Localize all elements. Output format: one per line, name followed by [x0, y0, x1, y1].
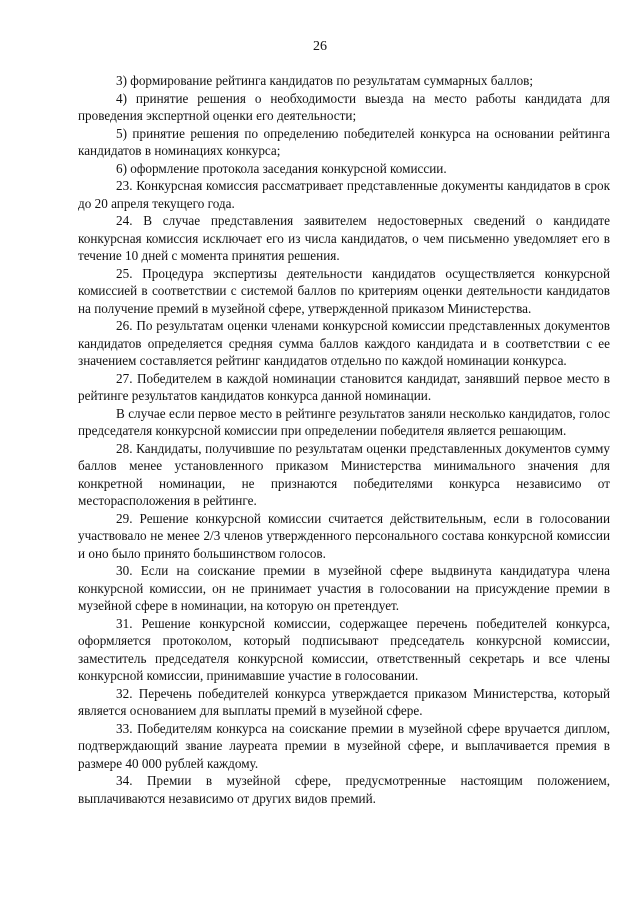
- paragraph-item-6: 6) оформление протокола заседания конкурсной комиссии.: [116, 160, 447, 176]
- paragraph-30: 30. Если на соискание премии в музейной сфере выдвинута кандидатура члена конкурсной комиссии, он не принимает участия в голосовании на присуждение премии в музейной сфере в номинации, на которую он претендует.: [78, 563, 610, 613]
- paragraph-29: 29. Решение конкурсной комиссии считается действительным, если в голосовании участвовало не менее 2/3 членов утвержденного персонального состава конкурсной комиссии и оно было принято большинством голосов.: [78, 510, 610, 561]
- paragraph-28: 28. Кандидаты, получившие по результатам оценки представленных документов сумму баллов менее установленного приказом Министерства минимального значения для конкретной номинации, не признаются победителями конкурса независимо от месторасположения в рейтинге.: [78, 440, 610, 508]
- paragraph-23: 23. Конкурсная комиссия рассматривает представленные документы кандидатов в срок до 20 апреля текущего года.: [78, 178, 610, 211]
- paragraph-27-tie-rule: В случае если первое место в рейтинге результатов заняли несколько кандидатов, голос председателя конкурсной комиссии при определении победителя является решающим.: [78, 405, 610, 438]
- paragraph-item-5: 5) принятие решения по определению победителей конкурса на основании рейтинга кандидатов в номинациях конкурса;: [78, 125, 610, 158]
- paragraph-32: 32. Перечень победителей конкурса утверждается приказом Министерства, который является основанием для выплаты премий в музейной сфере.: [78, 685, 610, 718]
- paragraph-34: 34. Премии в музейной сфере, предусмотренные настоящим положением, выплачиваются независимо от других видов премий.: [78, 773, 610, 806]
- paragraph-25: 25. Процедура экспертизы деятельности кандидатов осуществляется конкурсной комиссией в соответствии с системой баллов по критериям оценки деятельности кандидатов на получение премий в музейной сфере, утвержденной приказом Министерства.: [78, 265, 610, 316]
- paragraph-24: 24. В случае представления заявителем недостоверных сведений о кандидате конкурсная комиссия исключает его из числа кандидатов, о чем письменно уведомляет его в течение 10 дней с момента принятия решения.: [78, 213, 610, 263]
- paragraph-33: 33. Победителям конкурса на соискание премии в музейной сфере вручается диплом, подтверждающий звание лауреата премии в музейной сфере, и выплачивается премия в размере 40 000 рублей каждому.: [78, 720, 610, 771]
- document-body: [78, 72, 610, 807]
- paragraph-26: 26. По результатам оценки членами конкурсной комиссии представленных документов кандидатов определяется средняя сумма баллов каждого кандидата и в соответствии с ее значением составляется рейтинг кандидатов отдельно по каждой номинации конкурса.: [78, 318, 610, 368]
- paragraph-item-4: 4) принятие решения о необходимости выезда на место работы кандидата для проведения экспертной оценки его деятельности;: [78, 90, 610, 123]
- paragraph-31: 31. Решение конкурсной комиссии, содержащее перечень победителей конкурса, оформляется протоколом, который подписывают председатель конкурсной комиссии, заместитель председателя конкурсной комиссии, ответственный секретарь и все члены конкурсной комиссии, принимавшие участие в голосовании.: [78, 615, 610, 683]
- page-number: 26: [313, 39, 327, 54]
- paragraph-item-3: 3) формирование рейтинга кандидатов по результатам суммарных баллов;: [116, 73, 534, 88]
- paragraph-27: 27. Победителем в каждой номинации становится кандидат, занявший первое место в рейтинге результатов кандидатов конкурса данной номинации.: [78, 370, 610, 403]
